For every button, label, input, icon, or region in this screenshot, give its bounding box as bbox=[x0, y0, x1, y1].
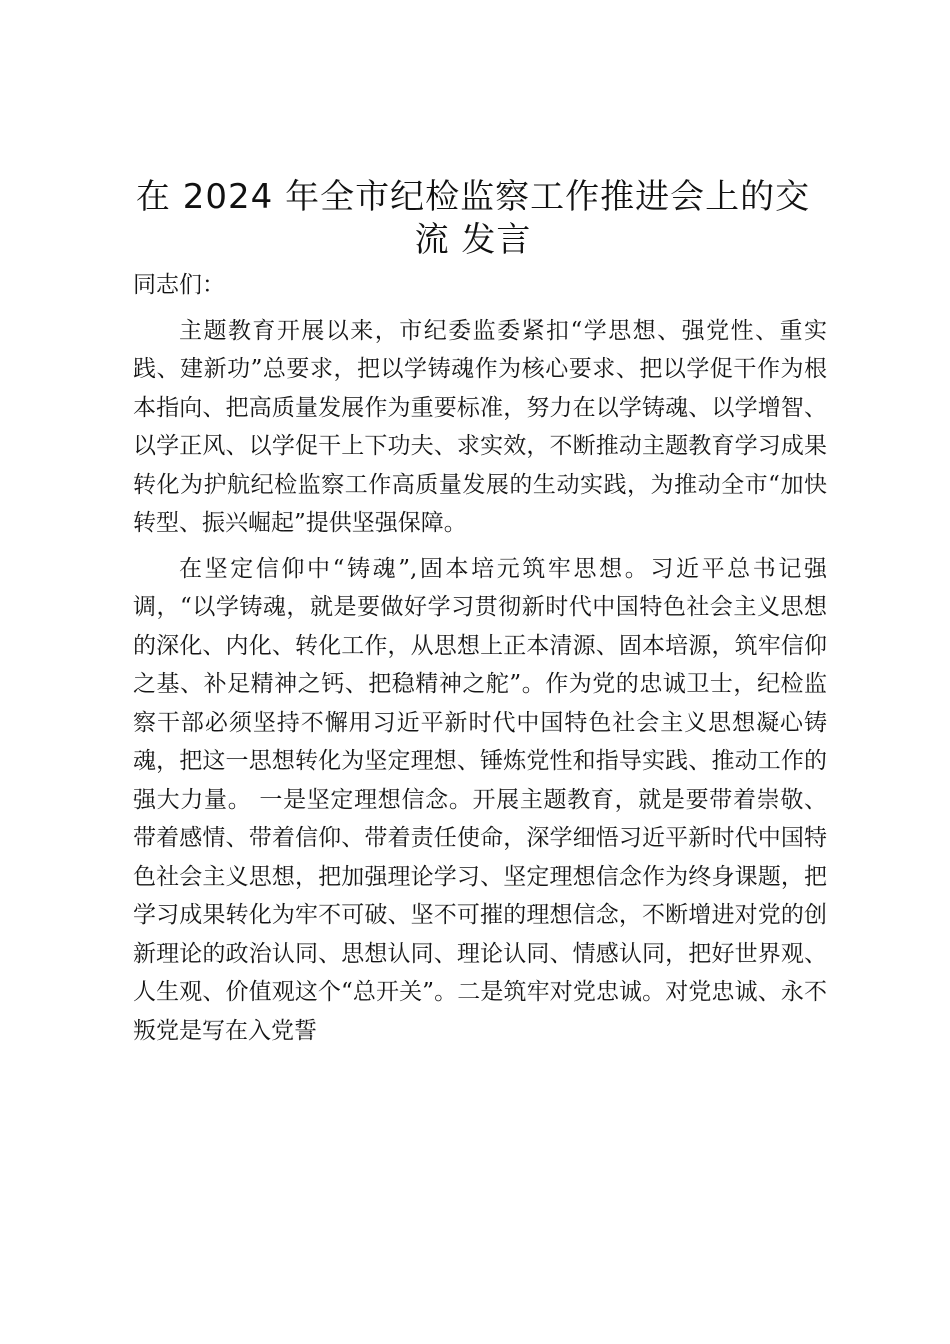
document-title bbox=[128, 176, 818, 262]
salutation: 同志们： bbox=[133, 272, 225, 298]
title-line-1: 在 2024 年全市纪检监察工作推进会上的交 bbox=[135, 177, 811, 217]
title-line-2: 流 发言 bbox=[414, 220, 532, 260]
document-body bbox=[133, 266, 827, 1057]
paragraph-intro: 主题教育开展以来，市纪委监委紧扣“学思想、强党性、重实践、建新功”总要求，把以学铸魂作为核心要求、把以学促干作为根本指向、把高质量发展作为重要标准，努力在以学铸魂、以学增智、以学正风、以学促干上下功夫、求实效，不断推动主题教育学习成果转化为护航纪检监察工作高质量发展的生动实践，为推动全市“加快转型、振兴崛起”提供坚强保障。 bbox=[133, 317, 827, 536]
paragraph-faith: 在坚定信仰中“铸魂”,固本培元筑牢思想。习近平总书记强调，“以学铸魂，就是要做好学习贯彻新时代中国特色社会主义思想的深化、内化、转化工作，从思想上正本清源、固本培源，筑牢信仰之基、补足精神之钙、把稳精神之舵”。作为党的忠诚卫士，纪检监察干部必须坚持不懈用习近平新时代中国特色社会主义思想凝心铸魂，把这一思想转化为坚定理想、锤炼党性和指导实践、推动工作的强大力量。 一是坚定理想信念。开展主题教育，就是要带着崇敬、带着感情、带着信仰、带着责任使命，深学细悟习近平新时代中国特色社会主义思想，把加强理论学习、坚定理想信念作为终身课题，把学习成果转化为牢不可破、坚不可摧的理想信念，不断增进对党的创新理论的政治认同、思想认同、理论认同、情感认同，把好世界观、人生观、价值观这个“总开关”。二是筑牢对党忠诚。对党忠诚、永不叛党是写在入党誓 bbox=[133, 555, 827, 1044]
